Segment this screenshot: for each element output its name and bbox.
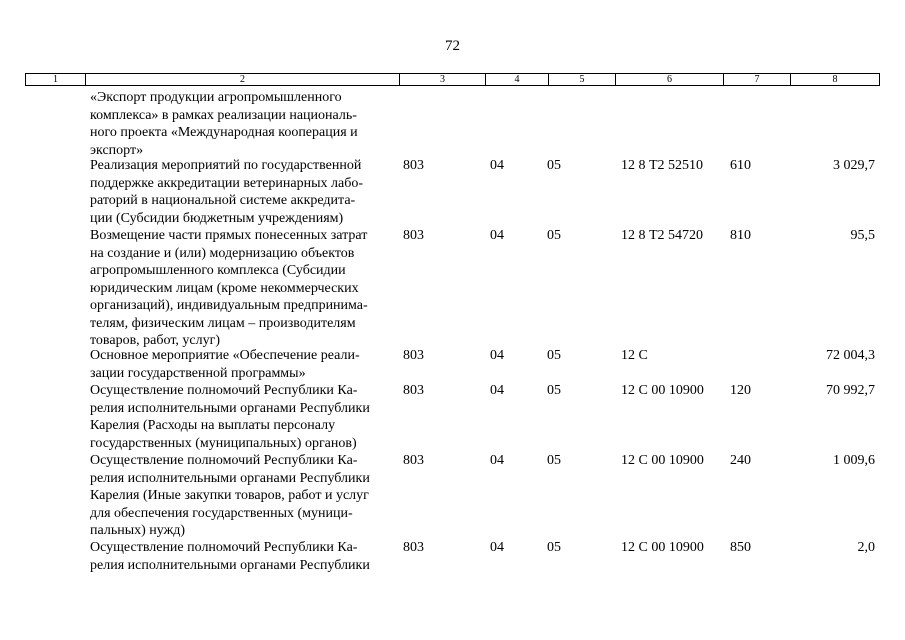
row-col8: 70 992,7: [826, 383, 875, 398]
row-col8: 72 004,3: [826, 348, 875, 363]
row-col3: 803: [403, 540, 424, 555]
row-col8: 2,0: [857, 540, 875, 555]
row-col5: 05: [547, 540, 561, 555]
row-description: «Экспорт продукции агропромышленного комплекса» в рамках реализации националь- ного проекта «Международная кооперация и экспорт»: [90, 90, 358, 158]
row-description: Возмещение части прямых понесенных затрат на создание и (или) модернизацию объектов агропромышленного комплекса (Субсидии юридическим лицам (кроме некоммерческих организаций), индивидуальным предпринима- телям, физическим лицам – производителям товаров, работ, услуг): [90, 228, 368, 348]
row-col4: 04: [490, 158, 504, 173]
row-description: Реализация мероприятий по государственной поддержке аккредитации ветеринарных лабо- раторий в национальной системе аккредита- ции (Субсидии бюджетным учреждениям): [90, 158, 363, 226]
header-col-3: 3: [400, 74, 486, 85]
row-col6: 12 С 00 10900: [621, 453, 704, 468]
row-col5: 05: [547, 383, 561, 398]
row-col3: 803: [403, 383, 424, 398]
header-col-1: 1: [26, 74, 86, 85]
page-number: 72: [445, 38, 460, 54]
row-col6: 12 С 00 10900: [621, 540, 704, 555]
row-col7: 240: [730, 453, 751, 468]
row-col6: 12 8 Т2 54720: [621, 228, 704, 243]
row-col3: 803: [403, 453, 424, 468]
header-col-8: 8: [832, 74, 838, 85]
row-col7: 120: [730, 383, 751, 398]
row-col3: 803: [403, 158, 424, 173]
row-col5: 05: [547, 348, 561, 363]
row-col5: 05: [547, 453, 561, 468]
row-col4: 04: [490, 228, 504, 243]
row-col6: 12 С: [621, 348, 648, 363]
row-col7: 850: [730, 540, 751, 555]
header-col-4: 4: [486, 74, 549, 85]
row-col5: 05: [547, 158, 561, 173]
header-col-2: 2: [86, 74, 400, 85]
row-col7: 610: [730, 158, 751, 173]
header-col-5: 5: [549, 74, 616, 85]
row-description: Осуществление полномочий Республики Ка- релия исполнительными органами Республики Карелия (Расходы на выплаты персоналу государственных (муниципальных) органов): [90, 383, 370, 451]
table-header: [25, 73, 880, 86]
row-description: Осуществление полномочий Республики Ка- релия исполнительными органами Республики Карелия (Иные закупки товаров, работ и услуг для обеспечения государственных (муници- пальных) нужд): [90, 453, 370, 538]
row-col8: 3 029,7: [833, 158, 875, 173]
header-col-6: 6: [616, 74, 724, 85]
row-col6: 12 С 00 10900: [621, 383, 704, 398]
row-col4: 04: [490, 453, 504, 468]
row-col8: 95,5: [850, 228, 875, 243]
row-col4: 04: [490, 540, 504, 555]
row-col3: 803: [403, 228, 424, 243]
row-description: Основное мероприятие «Обеспечение реали- зации государственной программы»: [90, 348, 360, 381]
row-col4: 04: [490, 348, 504, 363]
row-description: Осуществление полномочий Республики Ка- релия исполнительными органами Республики: [90, 540, 370, 573]
row-col5: 05: [547, 228, 561, 243]
row-col8: 1 009,6: [833, 453, 875, 468]
row-col4: 04: [490, 383, 504, 398]
row-col3: 803: [403, 348, 424, 363]
row-col6: 12 8 Т2 52510: [621, 158, 704, 173]
row-col7: 810: [730, 228, 751, 243]
header-col-7: 7: [724, 74, 791, 85]
